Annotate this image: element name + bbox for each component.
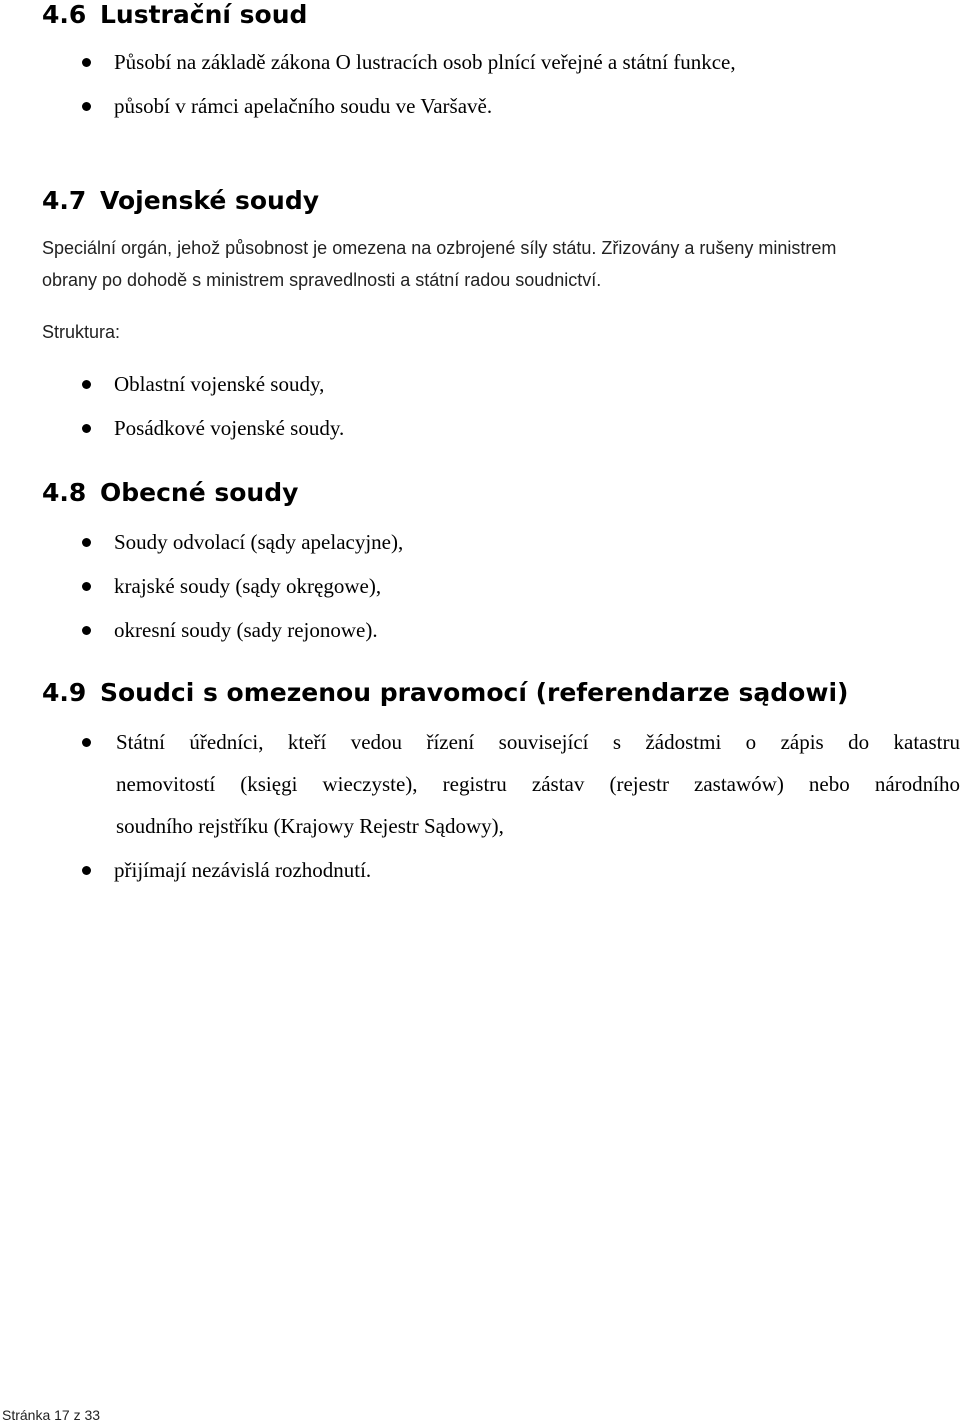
section-number: 4.6: [42, 0, 87, 29]
section-number: 4.9: [42, 678, 87, 707]
section-heading-4-7: [42, 186, 319, 216]
list-item-line: soudního rejstříku (Krajowy Rejestr Sądowy),: [116, 814, 504, 838]
section-title: Vojenské soudy: [100, 186, 320, 215]
section-heading-4-6: [42, 0, 307, 30]
bullet-list-4-7: [0, 362, 344, 450]
list-item: [0, 362, 344, 406]
section-title: Obecné soudy: [100, 478, 299, 507]
section-number: 4.8: [42, 478, 87, 507]
list-item: [0, 608, 403, 652]
list-item-text: Působí na základě zákona O lustracích osob plnící veřejné a státní funkce,: [114, 50, 736, 74]
bullet-icon: [82, 738, 91, 747]
bullet-icon: [82, 582, 91, 591]
list-item: [0, 406, 344, 450]
section-number: 4.7: [42, 186, 87, 215]
paragraph-line: Speciální orgán, jehož působnost je omezena na ozbrojené síly státu. Zřizovány a rušeny ministrem: [42, 238, 837, 258]
section-title: Lustrační soud: [100, 0, 308, 29]
bullet-icon: [82, 626, 91, 635]
section-title: Soudci s omezenou pravomocí (referendarze sądowi): [100, 678, 849, 707]
paragraph-line: obrany po dohodě s ministrem spravedlnosti a státní radou soudnictví.: [42, 270, 602, 290]
page-number: Stránka 17 z 33: [2, 1407, 101, 1423]
list-item-text: Soudy odvolací (sądy apelacyjne),: [114, 530, 404, 554]
list-item-text: Posádkové vojenské soudy.: [114, 416, 345, 440]
list-item: [0, 40, 736, 84]
list-item: [0, 848, 371, 892]
list-item-text: Oblastní vojenské soudy,: [114, 372, 325, 396]
list-item: [0, 564, 403, 608]
bullet-list-4-6: [0, 40, 736, 128]
bullet-icon: [82, 538, 91, 547]
list-item-text: přijímají nezávislá rozhodnutí.: [114, 858, 372, 882]
section-heading-4-8: [42, 478, 298, 508]
structure-label: Struktura:: [42, 322, 121, 342]
list-item-line: Státní úředníci, kteří vedou řízení související s žádostmi o zápis do katastru: [116, 730, 960, 754]
bullet-list-4-9: [0, 848, 371, 892]
bullet-icon: [82, 58, 91, 67]
list-item-text: okresní soudy (sady rejonowe).: [114, 618, 378, 642]
bullet-icon: [82, 424, 91, 433]
list-item-text: působí v rámci apelačního soudu ve Varšavě.: [114, 94, 493, 118]
bullet-icon: [82, 866, 91, 875]
list-item-line: nemovitostí (księgi wieczyste), registru zástav (rejestr zastawów) nebo národního: [116, 772, 960, 796]
bullet-icon: [82, 380, 91, 389]
section-paragraph: [42, 232, 836, 296]
section-heading-4-9: [42, 678, 848, 708]
list-item: [0, 520, 403, 564]
bullet-list-4-8: [0, 520, 403, 652]
list-item: [0, 84, 736, 128]
list-item-text: krajské soudy (sądy okręgowe),: [114, 574, 382, 598]
bullet-icon: [82, 102, 91, 111]
